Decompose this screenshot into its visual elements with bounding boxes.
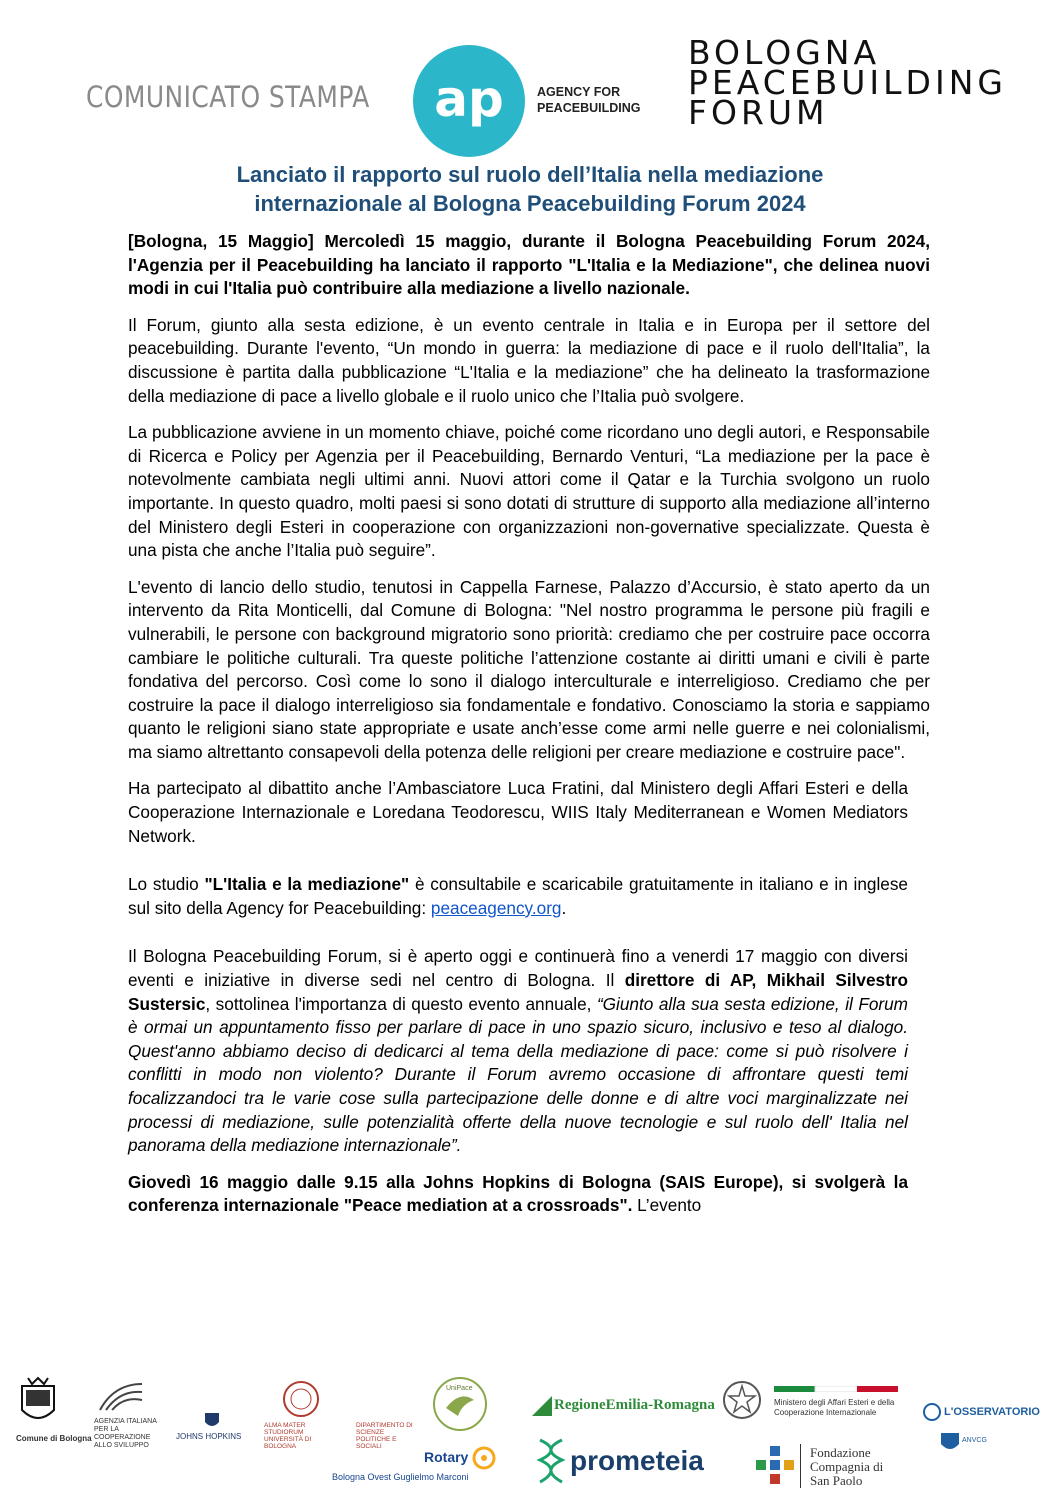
paragraph-study	[128, 873, 908, 920]
osservatorio-label: L'OSSERVATORIO	[944, 1406, 1040, 1418]
osservatorio-icon	[922, 1402, 942, 1422]
agency-line-1: AGENCY FOR	[537, 85, 621, 99]
rotary-club-label: Bologna Ovest Guglielmo Marconi	[332, 1472, 469, 1482]
agency-line-2: PEACEBUILDING	[537, 101, 641, 115]
agency-for-peacebuilding-text	[537, 84, 640, 116]
peaceagency-link[interactable]: peaceagency.org	[430, 897, 562, 918]
agency-for-peacebuilding-logo	[412, 44, 526, 158]
jhu-shield-icon	[204, 1412, 220, 1430]
study-text-c: è consultabile e scaricabile gratuitamente in italiano e in inglese sul sito della Agency for Peacebuilding:	[128, 874, 908, 918]
press-release-title	[130, 160, 930, 218]
study-text-a: Lo studio	[128, 874, 205, 895]
bpf-line-3: FORUM	[688, 93, 829, 132]
anvcg-shield-icon	[940, 1432, 960, 1454]
prometeia-helix-icon	[536, 1438, 566, 1484]
bpf-line-2: PEACEBUILDING	[688, 63, 1007, 102]
unipace-label: UniPace	[446, 1385, 473, 1392]
compagnia-san-paolo-label: Fondazione Compagnia di San Paolo	[810, 1445, 884, 1488]
italian-flag-stripe-icon	[774, 1386, 898, 1392]
paragraph-launch-event: L'evento di lancio dello studio, tenutosi in Cappella Farnese, Palazzo d’Accursio, è stato aperto da un intervento da Rita Monticelli, dal Comune di Bologna: "Nel nostro programma le persone più fragili e vulnerabili, le persone con background migratorio sono priorità: crediamo che per costruire pace occorra cambiare le politiche culturali. Tra queste politiche l’attenzione costante ai diritti umani e civili è parte fondativa del percorso. Così come lo sono il dialogo interculturale e interreligioso. Crediamo che per costruire la pace il dialogo interreligioso sia fondamentale e fondativo. Conosciamo la storia e sappiamo quanto le religioni siano state appropriate e usate anch’esse come armi nelle guerre e nei colonialismi, ma siamo altrettanto consapevoli della potenza delle religioni per creare mediazione e costruire pace".	[128, 576, 930, 762]
bologna-peacebuilding-forum-logo	[688, 33, 1007, 132]
comune-bologna-label: Comune di Bologna	[16, 1434, 92, 1443]
title-line-1: Lanciato il rapporto sul ruolo dell’Italia nella mediazione	[236, 162, 824, 187]
paragraph-debate: Ha partecipato al dibattito anche l’Ambasciatore Luca Fratini, dal Ministero degli Affari Esteri e della Cooperazione Internazionale e Loredana Teodorescu, WIIS Italy Mediterranean e Women Mediators Network.	[128, 778, 908, 846]
comunicato-stampa-label: COMUNICATO STAMPA	[86, 80, 370, 114]
title-line-2: internazionale al Bologna Peacebuilding Forum 2024	[254, 191, 806, 216]
paragraph-director	[128, 945, 908, 1157]
paragraph-forum: Il Forum, giunto alla sesta edizione, è un evento centrale in Italia e in Europa per il settore del peacebuilding. Durante l'evento, “Un mondo in guerra: la mediazione di pace e il ruolo dell'Italia”, la discussione è partita dalla pubblicazione “L'Italia e la mediazione” che ha delineato la trasformazione della mediazione di pace a livello globale e il ruolo unico che l’Italia può svolgere.	[128, 314, 930, 406]
unibo-seal-icon	[282, 1380, 320, 1418]
aics-label: AGENZIA ITALIANA PER LA COOPERAZIONE ALLO SVILUPPO	[94, 1418, 157, 1449]
prometeia-label: prometeia	[570, 1445, 704, 1476]
ministero-label: Ministero degli Affari Esteri e della Cooperazione Internazionale	[774, 1398, 895, 1417]
regione-er-icon	[532, 1396, 552, 1416]
anvcg-label: ANVCG	[962, 1437, 987, 1444]
compagnia-san-paolo-icon	[756, 1446, 794, 1484]
lead-paragraph: [Bologna, 15 Maggio] Mercoledì 15 maggio, durante il Bologna Peacebuilding Forum 2024, l'Agenzia per il Peacebuilding ha lanciato il rapporto "L'Italia e la Mediazione", che delinea nuovi modi in cui l'Italia può contribuire alla mediazione a livello nazionale.	[128, 231, 930, 299]
comune-bologna-crest-icon	[18, 1376, 58, 1428]
director-text-c: , sottolinea l'importanza di questo evento annuale,	[205, 993, 597, 1014]
regione-er-label: RegioneEmilia-Romagna	[554, 1397, 715, 1413]
bpf-line-1: BOLOGNA	[688, 33, 881, 72]
rotary-wheel-icon	[472, 1446, 496, 1470]
rotary-label: Rotary	[424, 1449, 469, 1465]
director-text-a: Il Bologna Peacebuilding Forum, si è aperto oggi e continuerà fino a venerdi 17 maggio con diversi eventi e iniziative in diverse sedi nel centro di Bologna. Il	[128, 946, 908, 991]
divider	[800, 1444, 801, 1488]
conference-bold: Giovedì 16 maggio dalle 9.15 alla Johns Hopkins di Bologna (SAIS Europe), si svolgerà la conferenza internazionale "Peace mediation at a crossroads".	[128, 1171, 908, 1216]
dipartimento-label: DIPARTIMENTO DI SCIENZE POLITICHE E SOCIALI	[356, 1422, 413, 1450]
press-release-body	[128, 230, 930, 1231]
director-quote: “Giunto alla sua sesta edizione, il Forum è ormai un appuntamento fisso per parlare di pace in uno spazio sicuro, inclusivo e teso al dialogo. Quest'anno abbiamo deciso di dedicarci al tema della mediazione di pace: come si può risolvere i conflitti in modo non violento? Durante il Forum avremo occasione di affrontare questi temi focalizzandoci tra le varie cose sulla partecipazione delle donne e di altre voci marginalizzate nei processi di mediazione, sulle potenzialità offerte della nuove tecnologie e sul ruolo dell' Italia nel panorama della mediazione internazionale”.	[128, 993, 909, 1156]
italian-republic-emblem-icon	[722, 1378, 762, 1422]
jhu-label: JOHNS HOPKINS	[176, 1432, 242, 1441]
paragraph-publication: La pubblicazione avviene in un momento chiave, poiché come ricordano uno degli autori, e Responsabile di Ricerca e Policy per Agenzia per il Peacebuilding, Bernardo Venturi, “La mediazione per la pace è notevolmente cambiata negli ultimi anni. Nuovi attori come il Qatar e la Turchia svolgono un ruolo importante. In questo quadro, molti paesi si sono dotati di strutture di supporto alla mediazione all’interno del Ministero degli Esteri in cooperazione con organizzazioni non-governative specializzate. Questa è una pista che anche l’Italia può seguire”.	[128, 422, 930, 561]
header	[0, 0, 1060, 150]
study-text-d: .	[561, 897, 567, 918]
study-title: "L'Italia e la mediazione"	[204, 874, 410, 895]
partner-logos	[0, 1372, 1060, 1497]
unibo-label: ALMA MATER STUDIORUM UNIVERSITÀ DI BOLOGNA	[264, 1422, 312, 1450]
paragraph-conference	[128, 1171, 908, 1218]
conference-text: L’evento	[632, 1195, 702, 1216]
ap-logo-letters: ap	[434, 70, 504, 128]
director-name: direttore di AP, Mikhail Silvestro Sustersic	[128, 970, 908, 1014]
aics-hand-icon	[96, 1380, 146, 1416]
